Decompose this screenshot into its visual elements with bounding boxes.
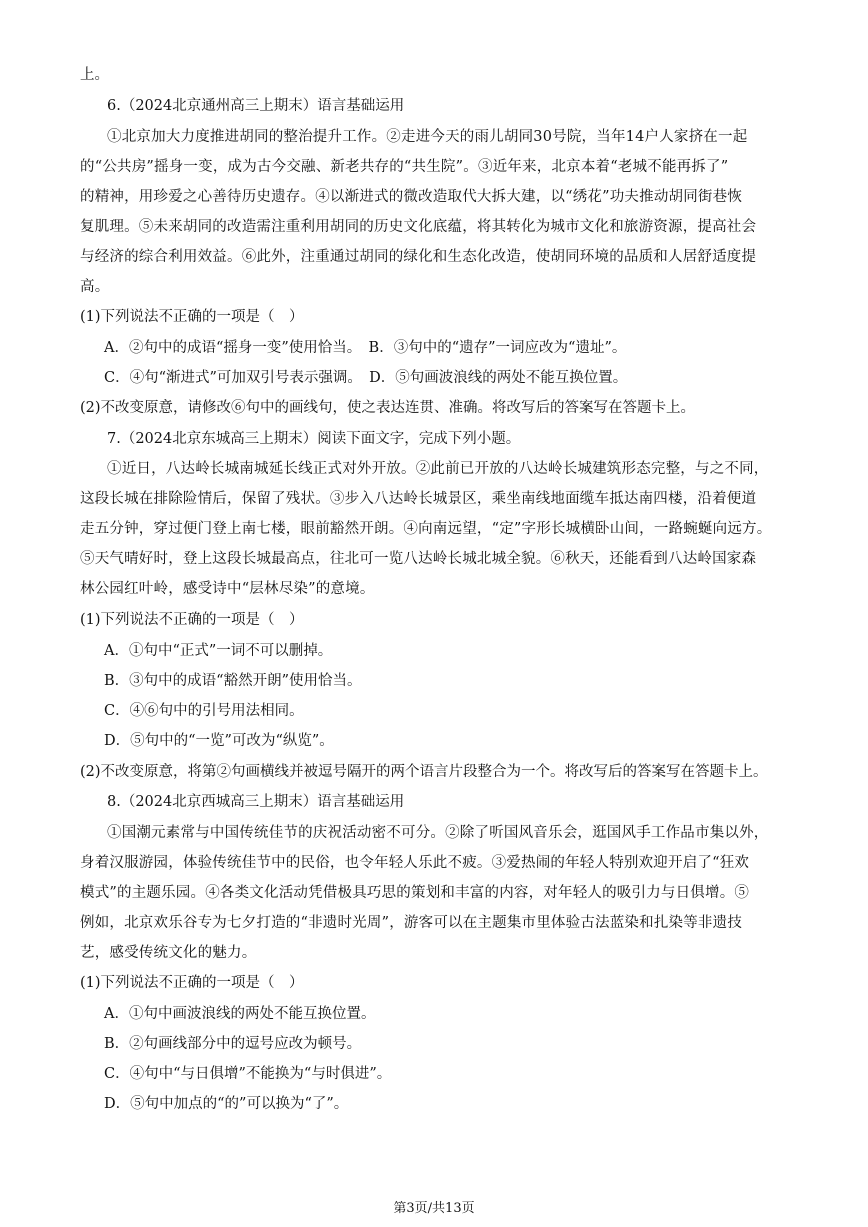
q7-passage-line: 走五分钟，穿过便门登上南七楼，眼前豁然开朗。④向南远望，“定”字形长城横卧山间，一路蜿蜒向远方。 [80, 521, 772, 537]
q7-option-a: A．①句中“正式”一词不可以删掉。 [104, 643, 333, 659]
q8-option-d: D．⑤句中加点的“的”可以换为“了”。 [104, 1096, 349, 1112]
q7-passage-line: 这段长城在排除险情后，保留了残状。③步入八达岭长城景区，乘坐南线地面缆车抵达南四楼，沿着便道 [80, 491, 757, 507]
q6-subquestion-2: (2)不改变原意，请修改⑥句中的画线句，使之表达连贯、准确。将改写后的答案写在答题卡上。 [80, 400, 696, 416]
q7-header: 7.（2024北京东城高三上期末）阅读下面文字，完成下列小题。 [107, 431, 521, 447]
page-footer: 第3页/共13页 [393, 1201, 475, 1216]
q8-passage-line: 艺，感受传统文化的魅力。 [80, 945, 257, 961]
q6-passage-line: 的精神，用珍爱之心善待历史遗存。④以渐进式的微改造取代大拆大建，以“绣花”功夫推动胡同街巷恢 [80, 189, 743, 205]
q7-subquestion-1: (1)下列说法不正确的一项是（ ） [80, 612, 304, 628]
q6-passage-line: ①北京加大力度推进胡同的整治提升工作。②走进今天的雨儿胡同30号院，当年14户人家挤在一起 [107, 129, 748, 145]
q6-options-ab: A．②句中的成语“摇身一变”使用恰当。 B．③句中的“遗存”一词应改为“遗址”。 [104, 340, 627, 356]
q7-passage-line: ①近日，八达岭长城南城延长线正式对外开放。②此前已开放的八达岭长城建筑形态完整，与之不同， [107, 461, 769, 477]
q8-passage-line: ①国潮元素常与中国传统佳节的庆祝活动密不可分。②除了听国风音乐会，逛国风手工作品市集以外， [107, 825, 769, 841]
top-fragment: 上。 [80, 67, 109, 83]
q6-passage-line: 的“公共房”摇身一变，成为古今交融、新老共存的“共生院”。③近年来，北京本着“老城不能再拆了” [80, 159, 729, 175]
q8-passage-line: 例如，北京欢乐谷专为七夕打造的“非遗时光周”，游客可以在主题集市里体验古法蓝染和扎染等非遗技 [80, 915, 743, 931]
q6-subquestion-1: (1)下列说法不正确的一项是（ ） [80, 309, 304, 325]
q7-option-b: B．③句中的成语“豁然开朗”使用恰当。 [104, 673, 362, 689]
q8-subquestion-1: (1)下列说法不正确的一项是（ ） [80, 975, 304, 991]
q8-header: 8.（2024北京西城高三上期末）语言基础运用 [107, 794, 405, 810]
q7-passage-line: 林公园红叶岭，感受诗中“层林尽染”的意境。 [80, 581, 375, 597]
q6-passage-line: 与经济的综合利用效益。⑥此外，注重通过胡同的绿化和生态化改造，使胡同环境的品质和人居舒适度提 [80, 249, 757, 265]
q8-passage-line: 身着汉服游园，体验传统佳节中的民俗，也令年轻人乐此不疲。③爱热闹的年轻人特别欢迎开启了“狂欢 [80, 855, 750, 871]
q7-option-d: D．⑤句中的“一览”可改为“纵览”。 [104, 733, 334, 749]
q8-passage-line: 模式”的主题乐园。④各类文化活动凭借极具巧思的策划和丰富的内容，对年轻人的吸引力与日俱增。⑤ [80, 885, 750, 901]
q7-subquestion-2: (2)不改变原意，将第②句画横线并被逗号隔开的两个语言片段整合为一个。将改写后的答案写在答题卡上。 [80, 764, 768, 780]
q8-option-c: C．④句中“与日俱增”不能换为“与时俱进”。 [104, 1066, 392, 1082]
q7-option-c: C．④⑥句中的引号用法相同。 [104, 703, 304, 719]
q8-option-b: B．②句画线部分中的逗号应改为顿号。 [104, 1036, 362, 1052]
q6-header: 6.（2024北京通州高三上期末）语言基础运用 [107, 98, 405, 114]
q6-options-cd: C．④句“渐进式”可加双引号表示强调。 D．⑤句画波浪线的两处不能互换位置。 [104, 370, 628, 386]
q7-passage-line: ⑤天气晴好时，登上这段长城最高点，往北可一览八达岭长城北城全貌。⑥秋天，还能看到八达岭国家森 [80, 551, 757, 567]
q6-passage-line: 复肌理。⑤未来胡同的改造需注重利用胡同的历史文化底蕴，将其转化为城市文化和旅游资源，提高社会 [80, 219, 757, 235]
q6-passage-line: 高。 [80, 279, 110, 295]
q8-option-a: A．①句中画波浪线的两处不能互换位置。 [104, 1006, 376, 1022]
